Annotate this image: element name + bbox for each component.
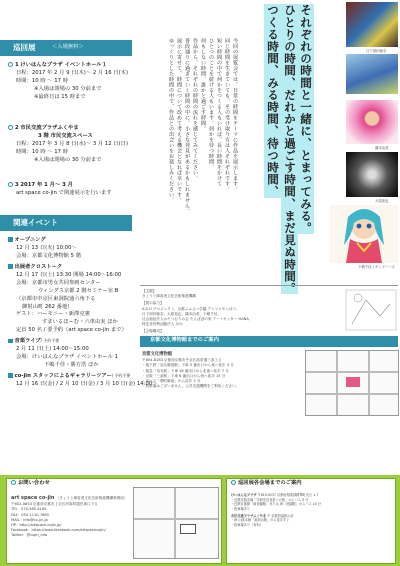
photo-5 [330, 205, 398, 263]
tour-free-note: ＜入場無料＞ [52, 44, 84, 50]
tour-access-venue-2: 市民交流プラザふくやま [231, 513, 267, 518]
photo-caption-1: 日下部紗綾奈 [366, 49, 387, 53]
venue-3-name: 2017 年 1 月〜 3 月 [20, 182, 73, 188]
event-4-line-1: 12 月 16 日(金) / 2 月 10 日(金) / 3 月 10 日(金) 14:00〜 [16, 380, 158, 387]
events-header [0, 215, 132, 231]
catch-line-3: それぞれの時間と一緒に、とまってみる。 [299, 4, 313, 234]
venue-1-last-day: ※入場は閉場の 30 分前まで [34, 85, 102, 92]
photo-2 [346, 54, 398, 94]
contact-mail[interactable]: MAIL：info@co-jin.jp [11, 517, 48, 522]
event-3-title: 音楽ライブ [14, 338, 41, 345]
venue-1-extra: ※最終日は 15 時まで [34, 93, 86, 100]
venue-2-dates: 日程：2017 年 3 月 8 日(水)〜 3 月 12 日(日) [16, 140, 129, 147]
venue-2-extra: ※入場は閉場の 30 分前まで [34, 156, 102, 163]
tour-access-title: 巡回展各会場までのご案内 [238, 480, 302, 486]
museum-map [305, 350, 399, 416]
tour-venue-3 [8, 182, 112, 198]
event-2-title: 出展者クロストーク [14, 263, 63, 270]
event-2-line-2: 会場：京都市男女共同参画センター [16, 279, 101, 286]
event-2-line-8: 定員 50 名 / 要予約（art space co-jin まで） [16, 327, 127, 334]
museum-access-1: ・地下鉄「烏丸御池駅」下車 5 番出口から東へ徒歩 3 分 [142, 363, 234, 368]
event-2-line-7: すまいるほーむ・六車由実 ほか [42, 319, 118, 326]
contact-map [133, 487, 219, 559]
contact-facebook[interactable]: Facebook：https://www.facebook.com/artspacecojin/ [11, 528, 106, 533]
event-4-title: co-jin スタッフによるギャラリーツアー [14, 373, 112, 379]
event-3-note: / 予約不要 [40, 338, 60, 344]
intro-para-2: 同じ時間を生きていても、その受け取り方は人それぞれです。 [224, 38, 230, 192]
museum-access-2: ・阪急「烏丸駅」下車 16 番出口から北東へ徒歩 7 分 [142, 368, 229, 373]
catch-line-1: つくる時間、みる時間、待つ時間、 [266, 4, 280, 198]
organizer-box [140, 285, 398, 334]
contact-tel: TEL：075-585-4165 [11, 507, 47, 512]
tour-access-1-line-1: ・近鉄京阪奈線「学研奈良登美ヶ丘駅」からバス 5 分 [231, 497, 309, 502]
events-list [8, 237, 157, 389]
tour-access-box [226, 478, 396, 564]
design-label: 【会場構成】 [142, 329, 164, 334]
venue-sketch [344, 286, 398, 334]
venue-1-hours: 時間：10 時 〜 17 時 [16, 77, 68, 84]
contact-title: お問い合わせ [18, 480, 50, 486]
event-1-title: オープニング [14, 237, 46, 243]
venue-1-number: 1 [15, 62, 19, 68]
photo-4 [346, 152, 398, 197]
contact-twitter[interactable]: Twitter：@cojin_info [11, 533, 48, 538]
event-3-line-2: 会場：けいはんなプラザ イベントホール 1 [16, 354, 118, 361]
intro-para-7: 普段通りに過ぎていく時間の中に、小さな発見があるかもしれません。 [184, 38, 190, 214]
photo-caption-5: 下嶋千佳 / ダンプノーズ [358, 265, 395, 269]
artists-4: 特定非営利活動法人 ほか [142, 322, 183, 327]
intro-para-8: 展示に寄せて、時間について改めて考える機会となれば幸いです。 [176, 38, 182, 203]
venue-3-number: 3 [15, 182, 19, 188]
photo-caption-3: 播本由美 [375, 146, 389, 150]
contact-org-sub: （きょうと障害者文化芸術推進機構事務局） [55, 496, 128, 500]
event-1-line-2: 会場：京都文化博物館 5 階 [16, 252, 82, 259]
venue-3-line2: art space co-jin で関連展示を行います [16, 189, 112, 196]
venue-2-name: 市民交流プラザふくやま [20, 125, 79, 131]
anime-drawing [330, 205, 398, 263]
tour-header [0, 40, 132, 56]
intro-text [140, 38, 238, 278]
contact-hp[interactable]: HP：http://artspace-cojin.jp/ [11, 523, 62, 528]
tour-venue-2 [8, 125, 128, 165]
photo-1 [346, 2, 398, 47]
venue-2-number: 2 [15, 125, 19, 131]
museum-access-3: ・京阪「三条駅」下車 6 番出口から西へ徒歩 15 分 [142, 373, 226, 378]
event-2-line-6: ゲスト：ハーモニー・新澤克憲 [16, 311, 90, 318]
intro-para-5: 何もしない時間、誰かと過ごす時間。 [200, 38, 206, 132]
venue-2-name-2: 3 階 市民交流スペース [38, 132, 93, 139]
photo-caption-4: 大原拓也 [375, 199, 389, 203]
tour-access-venue-1: けいはんなプラザ [231, 493, 257, 497]
venue-2-hours: 時間：10 時 〜 17 時 [16, 148, 68, 155]
host: きょうと障害者文化芸術推進機構 [142, 294, 196, 299]
museum-address: 〒604-8183 京都府京都市中京区高倉通三条上る [142, 358, 222, 363]
event-2-line-5: 御射山町 262 番地） [22, 303, 73, 310]
artists-2: 日下部紗綾奈、大原拓也、播本由美、下嶋千佳、 [142, 311, 222, 316]
event-1-line-1: 12 月 13 日(火) 10:00〜 [16, 244, 77, 251]
contact-fax: FAX：050-1110-7665 [11, 512, 49, 517]
museum-access-4: ・市バス「堺町御池」から徒歩 2 分 [142, 379, 201, 384]
tour-access-2-line-2: ・駐車場あり（有料） [231, 522, 263, 527]
tour-access-1-line-3: ・駐車場あり [231, 506, 251, 511]
contact-address: 〒602-0853 京都府京都市上京区河原町通荒神口下る [11, 502, 98, 507]
museum-note-1: ・駐車場はございません。公共交通機関をご利用ください。 [142, 384, 240, 389]
museum-access [140, 336, 398, 466]
artists-3: 社会福祉法人かたつむりの会 たんぽぽの家 アートセンター HANA、 [142, 317, 253, 322]
photo-3 [346, 100, 398, 144]
artists-1: A.S.O プロジェクト、京都ふぁみつ学園 アトリエやっほう、 [142, 306, 240, 311]
museum-title: 京都文化博物館までのご案内 [150, 337, 219, 343]
museum-map-marker [346, 377, 360, 387]
tour-title: 巡回展 [13, 43, 36, 52]
event-3-line-1: 2 月 11 日(土) 14:00〜15:00 [16, 346, 89, 353]
venue-1-dates: 日程：2017 年 2 月 9 日(木)〜 2 月 16 日(木) [16, 69, 129, 76]
intro-para-4: ひとつのことを続ける人もいます。何かを待つ時間、 [208, 38, 214, 170]
tour-access-addr-2: 〒 京都府福知山市 [267, 513, 294, 518]
intro-para-3: 短い時間の中で何かをつくる人もいれば、長い時間をかけて [216, 38, 222, 187]
catch-line-2: ひとりの時間、だれかと過ごす時間、まだ見ぬ時間。 [283, 4, 297, 295]
event-2-line-1: 12 月 17 日(土) 13:30 開場 14:00〜16:00 [16, 271, 122, 278]
host-label: 【主催】 [142, 289, 157, 293]
tour-venue-1 [8, 62, 128, 102]
contact-map-marker [180, 524, 196, 534]
event-2-line-3: ウィングス京都 2 階セミナー室 B [38, 287, 119, 294]
artists-label: 【展示協力】 [142, 301, 164, 306]
intro-para-6: 作品から、それぞれの時間の流れを感じてみてください。 [192, 38, 198, 181]
events-title: 関連イベント [13, 218, 58, 227]
tour-access-1-line-2: ・近鉄京都線「新祝園駅」または JR「祝園駅」からバス 10 分 [231, 502, 321, 507]
contact-box [6, 478, 222, 564]
intro-para-1: 今回の展覧会では、日常の時間をテーマに作品を展示します。 [232, 38, 238, 192]
venue-1-name: けいはんなプラザ イベントホール１ [20, 62, 107, 68]
event-4-note: / 予約不要 [111, 373, 131, 378]
event-2-line-4: （京都市中京区東洞院通六角下る [16, 295, 96, 302]
tour-access-2-line-1: ・JR 山陰本線「福知山駅」から徒歩すぐ [231, 518, 290, 523]
intro-para-9: ゆっくりとした時間の中で、作品との出会いをお楽しみください。 [168, 38, 174, 203]
museum-name: 京都文化博物館 [142, 352, 173, 357]
event-3-line-3: 下嶋千佳・勝方浩 ほか [44, 362, 99, 369]
contact-org: art space co-jin [11, 495, 55, 501]
tour-access-addr-1: 〒619-0237 京都府相楽郡精華町光台 1-7 [257, 493, 319, 497]
